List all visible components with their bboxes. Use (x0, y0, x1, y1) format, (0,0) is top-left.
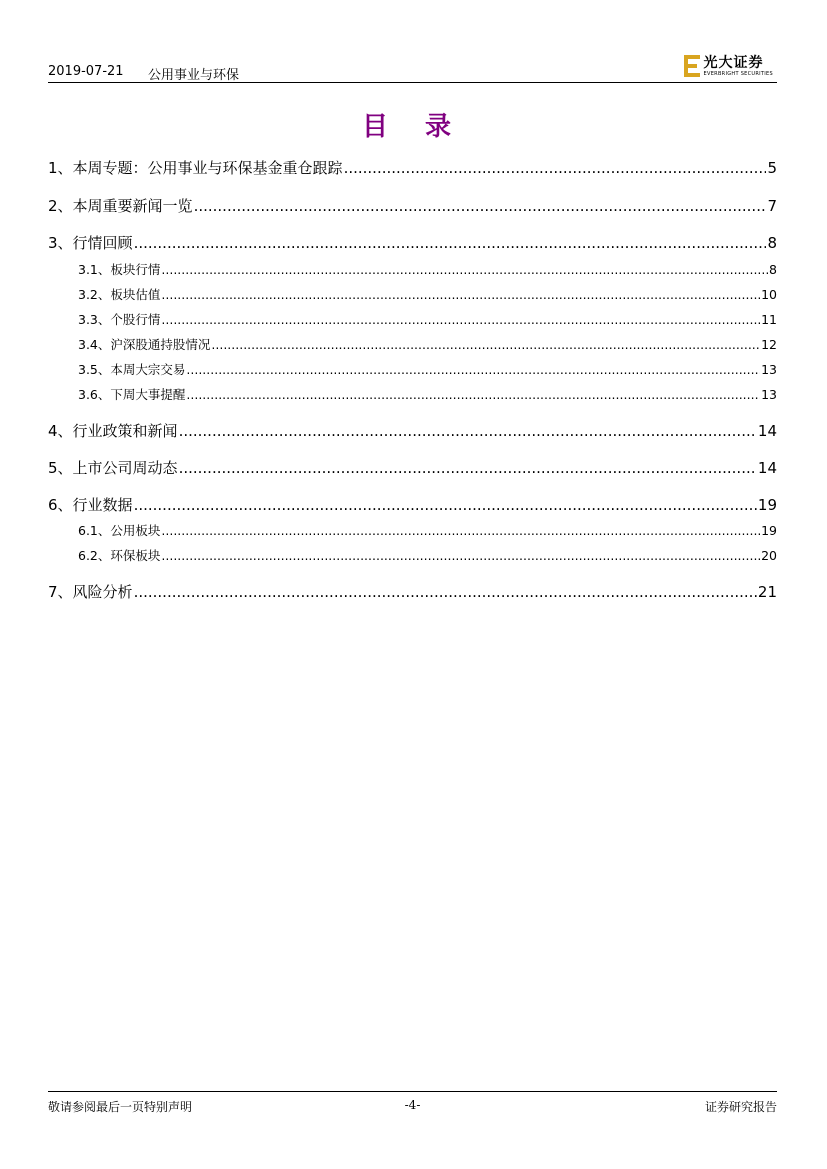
toc-entry-label: 本周大宗交易 (110, 362, 186, 377)
toc-leader-dots (134, 496, 757, 514)
toc-leader-dots (186, 387, 760, 402)
toc-entry-number: 7、 (48, 583, 73, 601)
toc-entry-label: 下周大事提醒 (110, 387, 186, 402)
toc-subentry[interactable] (48, 385, 777, 403)
toc-entry-number: 3、 (48, 234, 73, 252)
toc-entry-label: 公用板块 (110, 523, 161, 538)
report-date: 2019-07-21 (48, 64, 124, 79)
toc-leader-dots (179, 459, 757, 477)
toc-entry-label: 本周专题：公用事业与环保基金重仓跟踪 (72, 159, 343, 177)
toc-subentry[interactable] (48, 335, 777, 353)
toc-leader-dots (211, 337, 760, 352)
toc-entry-page: 21 (757, 583, 777, 601)
footer-disclaimer: 敬请参阅最后一页特别声明 (48, 1100, 193, 1114)
toc-entry-label: 上市公司周动态 (72, 459, 178, 477)
toc-entry-page: 13 (761, 387, 777, 402)
toc-leader-dots (179, 422, 757, 440)
toc-entry-label: 风险分析 (72, 583, 133, 601)
toc-leader-dots (344, 159, 767, 177)
footer-page-number: -4- (404, 1098, 421, 1112)
toc-entry-page: 10 (761, 287, 777, 302)
toc-entry-label: 沪深股通持股情况 (110, 337, 211, 352)
toc-entry-number: 3.5、 (78, 362, 111, 377)
toc-subentry[interactable] (48, 260, 777, 278)
toc-leader-dots (134, 583, 757, 601)
toc-entry-label: 板块估值 (110, 287, 161, 302)
toc-entry-label: 个股行情 (110, 312, 161, 327)
toc-entry-number: 3.2、 (78, 287, 111, 302)
toc-entry-number: 6.1、 (78, 523, 111, 538)
toc-title: 目 录 (361, 112, 466, 142)
company-logo (684, 54, 773, 78)
toc-entry-number: 1、 (48, 159, 73, 177)
toc-entry[interactable] (48, 420, 777, 442)
toc-subentry[interactable] (48, 521, 777, 539)
toc-leader-dots (161, 312, 760, 327)
toc-subentry[interactable] (48, 360, 777, 378)
toc-entry-page: 14 (757, 422, 777, 440)
toc-entry-label: 板块行情 (110, 262, 161, 277)
toc-entry-page: 5 (767, 159, 777, 177)
toc-entry-page: 19 (761, 523, 777, 538)
everbright-logo-icon (684, 55, 700, 77)
toc-subentry[interactable] (48, 310, 777, 328)
toc-leader-dots (161, 262, 768, 277)
toc-entry-label: 行情回顾 (72, 234, 133, 252)
toc-entry-page: 20 (761, 548, 777, 563)
toc-entry-number: 4、 (48, 422, 73, 440)
toc-entry-page: 13 (761, 362, 777, 377)
toc-leader-dots (134, 234, 767, 252)
toc-entry-page: 12 (761, 337, 777, 352)
footer-report-type: 证券研究报告 (704, 1100, 777, 1114)
toc-entry-page: 8 (769, 262, 777, 277)
toc-leader-dots (161, 287, 760, 302)
report-section: 公用事业与环保 (148, 68, 240, 83)
toc-entry[interactable] (48, 157, 777, 179)
toc-entry-label: 环保板块 (110, 548, 161, 563)
page-header (48, 56, 777, 83)
toc-entry-label: 行业数据 (72, 496, 133, 514)
toc-entry-number: 3.1、 (78, 262, 111, 277)
toc-entry[interactable] (48, 494, 777, 516)
toc-entry[interactable] (48, 581, 777, 603)
toc-entry[interactable] (48, 457, 777, 479)
toc-entry-label: 本周重要新闻一览 (72, 197, 193, 215)
toc-entry-label: 行业政策和新闻 (72, 422, 178, 440)
toc-leader-dots (194, 197, 767, 215)
toc-entry-number: 3.4、 (78, 337, 111, 352)
toc-entry[interactable] (48, 195, 777, 217)
toc-entry-page: 19 (757, 496, 777, 514)
toc-entry[interactable] (48, 232, 777, 254)
toc-entry-number: 3.6、 (78, 387, 111, 402)
toc-subentry[interactable] (48, 546, 777, 564)
toc-entry-number: 6.2、 (78, 548, 111, 563)
toc-leader-dots (161, 548, 760, 563)
toc-subentry[interactable] (48, 285, 777, 303)
toc-entry-page: 7 (767, 197, 777, 215)
toc-leader-dots (186, 362, 760, 377)
toc-entry-page: 11 (761, 312, 777, 327)
page-footer (48, 1091, 777, 1122)
toc-entry-number: 6、 (48, 496, 73, 514)
toc-entry-page: 14 (757, 459, 777, 477)
toc-entry-number: 2、 (48, 197, 73, 215)
logo-english-name: EVERBRIGHT SECURITIES (703, 70, 773, 77)
toc-entry-number: 5、 (48, 459, 73, 477)
toc-entry-page: 8 (767, 234, 777, 252)
toc-leader-dots (161, 523, 760, 538)
logo-chinese-name: 光大证券 (703, 54, 764, 71)
toc-entry-number: 3.3、 (78, 312, 111, 327)
